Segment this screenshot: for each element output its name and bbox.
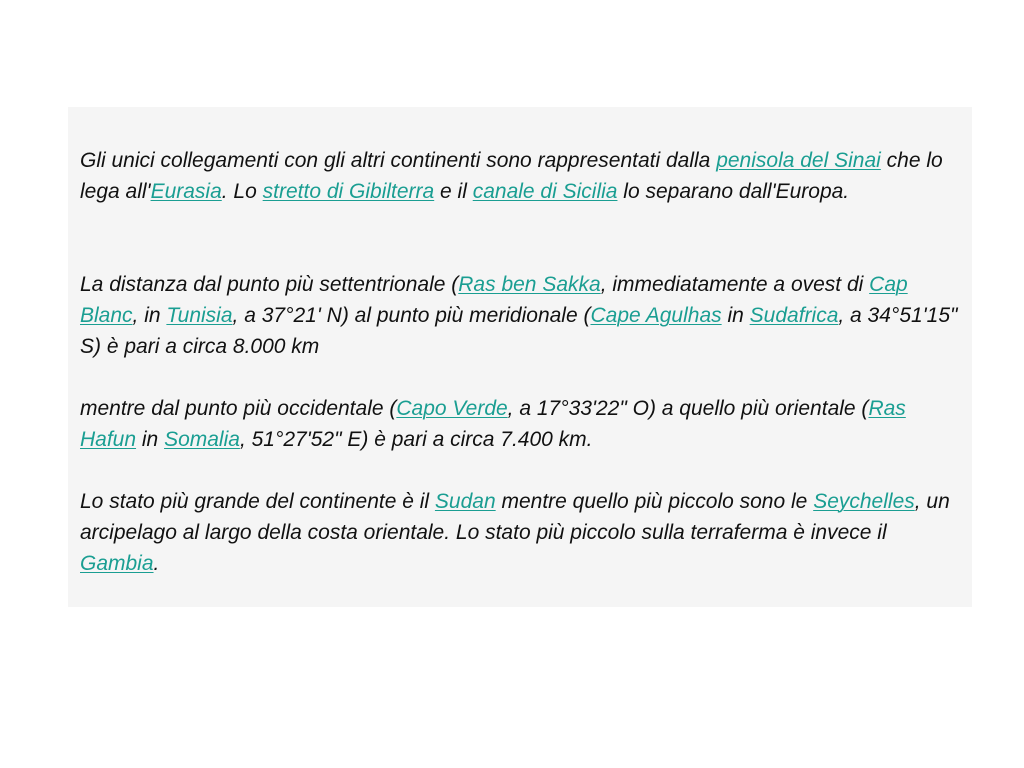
paragraph-west-east-distance	[80, 393, 962, 455]
text-span: Gli unici collegamenti con gli altri continenti sono rappresentati dalla	[80, 149, 717, 172]
text-span: mentre quello più piccolo sono le	[495, 490, 814, 513]
link-cape-agulhas[interactable]: Cape Agulhas	[590, 304, 722, 327]
link-canale-di-sicilia[interactable]: canale di Sicilia	[472, 180, 618, 203]
link-tunisia[interactable]: Tunisia	[166, 304, 233, 327]
spacer	[80, 455, 962, 486]
link-seychelles[interactable]: Seychelles	[813, 490, 915, 513]
content-box	[68, 107, 972, 607]
text-span: .	[153, 552, 160, 575]
link-cap-blanc[interactable]: Cap Blanc	[80, 273, 908, 327]
text-span: , 51°27'52" E) è pari a circa 7.400 km.	[239, 428, 593, 451]
text-span: , a 17°33'22" O) a quello più orientale (	[507, 397, 869, 420]
text-span: che lo lega all'	[80, 149, 943, 203]
text-span: e il	[434, 180, 473, 203]
text-span: mentre dal punto più occidentale (	[80, 397, 397, 420]
paragraph-connections	[80, 145, 962, 207]
link-ras-ben-sakka[interactable]: Ras ben Sakka	[458, 273, 601, 296]
text-span: Lo stato più grande del continente è il	[80, 490, 435, 513]
text-span: La distanza dal punto più settentrionale (	[80, 273, 459, 296]
text-span: , a 34°51'15" S) è pari a circa 8.000 km	[80, 304, 958, 358]
paragraph-north-south-distance	[80, 269, 962, 362]
text-span: , immediatamente a ovest di	[600, 273, 870, 296]
text-span: , un arcipelago al largo della costa orientale. Lo stato più piccolo sulla terraferma è invece il	[80, 490, 950, 544]
link-ras-hafun[interactable]: Ras Hafun	[80, 397, 906, 451]
spacer	[80, 207, 962, 269]
link-somalia[interactable]: Somalia	[164, 428, 240, 451]
paragraph-largest-smallest-states	[80, 486, 962, 579]
link-eurasia[interactable]: Eurasia	[150, 180, 222, 203]
link-sudafrica[interactable]: Sudafrica	[749, 304, 839, 327]
spacer	[80, 362, 962, 393]
text-span: lo separano dall'Europa.	[617, 180, 850, 203]
text-span: in	[721, 304, 750, 327]
text-span: , in	[132, 304, 167, 327]
link-stretto-di-gibilterra[interactable]: stretto di Gibilterra	[262, 180, 435, 203]
link-capo-verde[interactable]: Capo Verde	[396, 397, 508, 420]
link-gambia[interactable]: Gambia	[80, 552, 154, 575]
link-penisola-del-sinai[interactable]: penisola del Sinai	[716, 149, 881, 172]
text-span: in	[136, 428, 165, 451]
link-sudan[interactable]: Sudan	[434, 490, 496, 513]
text-span: . Lo	[221, 180, 263, 203]
text-span: , a 37°21' N) al punto più meridionale (	[232, 304, 591, 327]
